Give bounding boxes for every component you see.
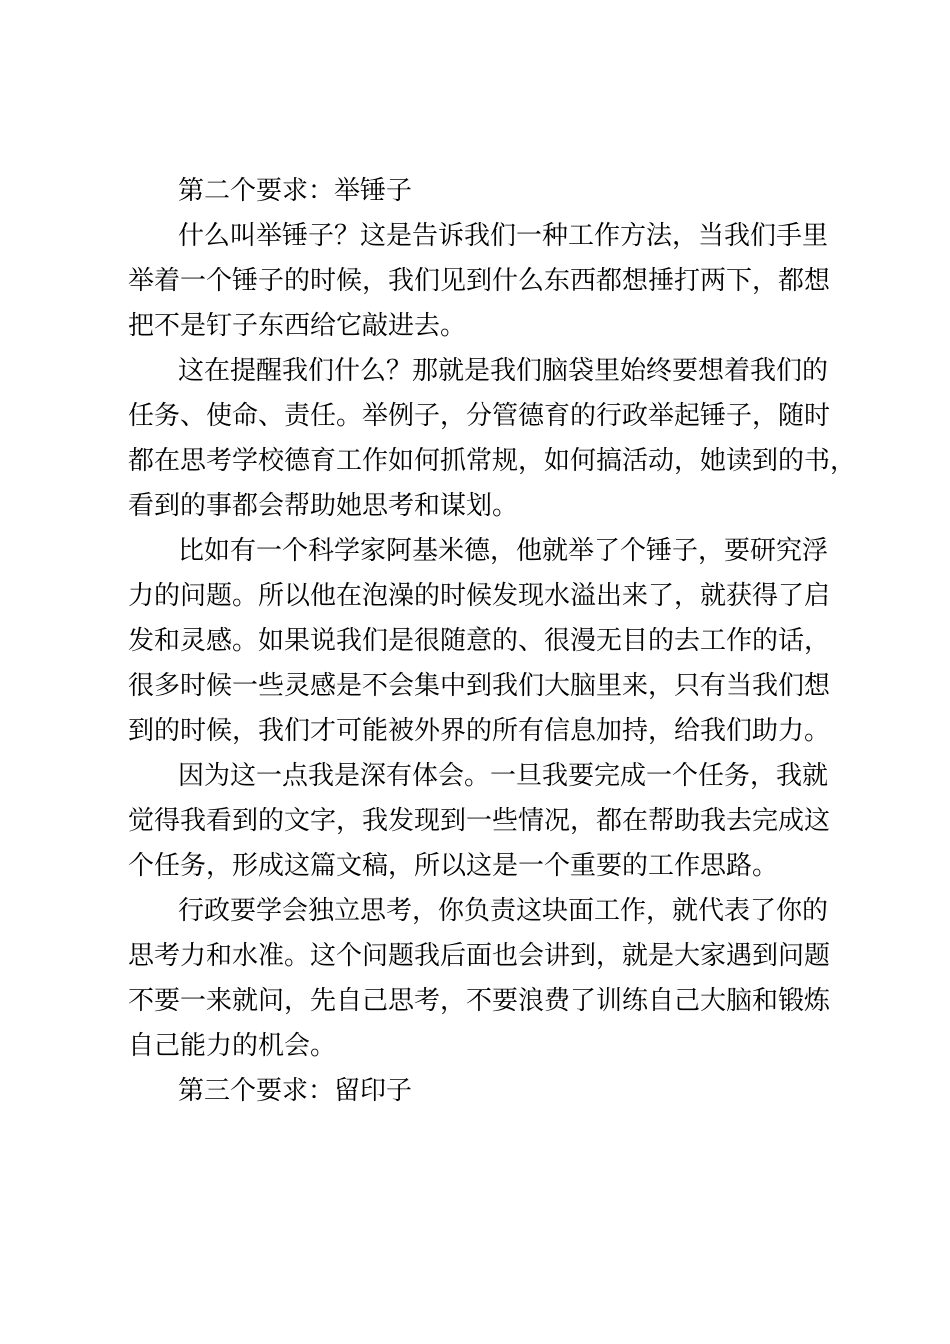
paragraph-line: 行政要学会独立思考，你负责这块面工作，就代表了你的: [178, 896, 829, 926]
paragraph-line: 都在思考学校德育工作如何抓常规，如何搞活动，她读到的书，: [128, 446, 857, 476]
paragraph-line: 很多时候一些灵感是不会集中到我们大脑里来，只有当我们想: [128, 671, 831, 701]
paragraph-line: 到的时候，我们才可能被外界的所有信息加持，给我们助力。: [128, 716, 831, 746]
paragraph-line: 这在提醒我们什么？那就是我们脑袋里始终要想着我们的: [178, 356, 829, 386]
paragraph-line: 任务、使命、责任。举例子，分管德育的行政举起锤子，随时: [128, 401, 831, 431]
paragraph-line: 比如有一个科学家阿基米德，他就举了个锤子，要研究浮: [178, 536, 829, 566]
paragraph-line: 思考力和水准。这个问题我后面也会讲到，就是大家遇到问题: [128, 941, 831, 971]
paragraph-line: 看到的事都会帮助她思考和谋划。: [128, 491, 519, 521]
paragraph-line: 觉得我看到的文字，我发现到一些情况，都在帮助我去完成这: [128, 806, 831, 836]
paragraph-line: 自己能力的机会。: [128, 1031, 337, 1061]
paragraph-line: 力的问题。所以他在泡澡的时候发现水溢出来了，就获得了启: [128, 581, 831, 611]
paragraph-line: 个任务，形成这篇文稿，所以这是一个重要的工作思路。: [128, 851, 779, 881]
paragraph-line: 不要一来就问，先自己思考，不要浪费了训练自己大脑和锻炼: [128, 986, 831, 1016]
paragraph-line: 什么叫举锤子？这是告诉我们一种工作方法，当我们手里: [178, 221, 829, 251]
paragraph-line: 发和灵感。如果说我们是很随意的、很漫无目的去工作的话，: [128, 626, 831, 656]
paragraph-line: 因为这一点我是深有体会。一旦我要完成一个任务，我就: [178, 761, 829, 791]
paragraph-line: 举着一个锤子的时候，我们见到什么东西都想捶打两下，都想: [128, 266, 831, 296]
section-heading-hammer: 第二个要求：举锤子: [178, 176, 413, 206]
section-heading-imprint: 第三个要求：留印子: [178, 1076, 413, 1106]
paragraph-line: 把不是钉子东西给它敲进去。: [128, 311, 467, 341]
